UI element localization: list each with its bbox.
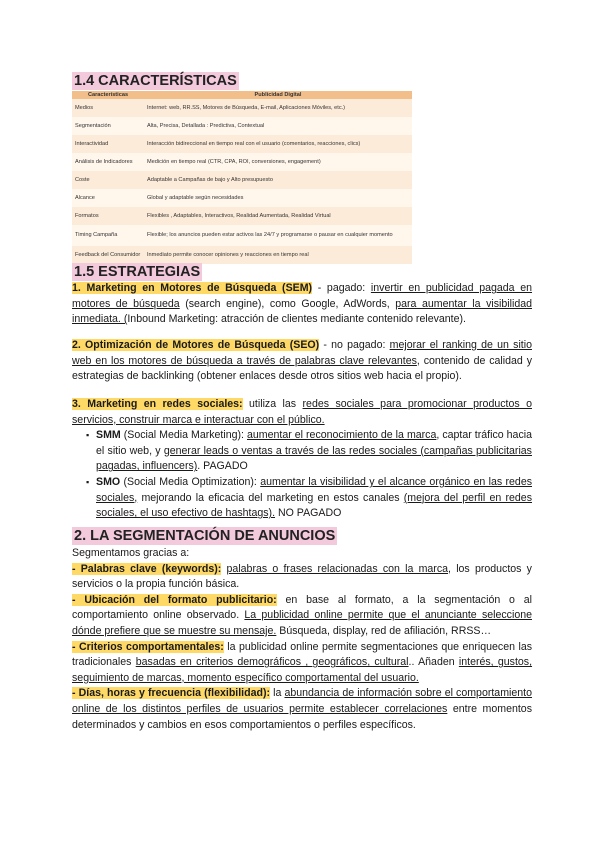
text-run: mejorando la eficacia del marketing en estos canales	[137, 491, 404, 504]
intro-text: Segmentamos gracias a:	[72, 547, 190, 559]
table-cell-label: Alcance	[72, 189, 144, 207]
table-cell-label: Coste	[72, 171, 144, 189]
table-cell-value: Global y adaptable según necesidades	[144, 189, 412, 207]
highlight-term: 2. Optimización de Motores de Búsqueda (SEO)	[72, 339, 320, 351]
table-row	[72, 99, 412, 117]
highlight-term: - Ubicación del formato publicitario:	[72, 593, 277, 606]
table-row	[72, 189, 412, 207]
table-row	[72, 135, 412, 153]
bullet-list	[84, 428, 532, 522]
segment-item-criterios	[72, 640, 532, 687]
underlined-text: generar leads o ventas a través de las redes sociales (campañas publicitarias pagadas, influencers)	[96, 444, 532, 473]
text-run: - pagado:	[312, 282, 371, 294]
highlight-term: 3. Marketing en redes sociales:	[72, 398, 243, 410]
text-run: , los productos y servicios o la propia función básica.	[72, 562, 532, 591]
highlight-term: - Palabras clave (keywords):	[72, 562, 222, 575]
table-cell-label: Análisis de Indicadores	[72, 153, 144, 171]
table-header-cell: Características	[72, 91, 144, 99]
bold-term: SMM	[96, 429, 121, 442]
table-row	[72, 225, 412, 246]
paragraph-seo	[72, 338, 532, 385]
text-run: Búsqueda, display, red de afiliación, RRSS…	[276, 624, 492, 637]
text-run: .. Añaden	[408, 656, 459, 669]
paragraph-social-media	[72, 397, 532, 522]
table-cell-label: Formatos	[72, 207, 144, 225]
text-run: NO PAGADO	[275, 507, 342, 520]
underlined-text: para aumentar la visibilidad inmediata. (	[72, 297, 532, 326]
underlined-text: invertir en publicidad pagada en motores de búsqueda	[72, 282, 533, 310]
table-row	[72, 171, 412, 189]
section-heading-estrategias: 1.5 ESTRATEGIAS	[74, 264, 201, 280]
table-cell-value: Internet: web, RR.SS, Motores de Búsqueda, E-mail, Aplicaciones Móviles, etc.)	[144, 99, 412, 117]
segment-item-dias-horas	[72, 686, 532, 733]
underlined-text: basadas en criterios demográficos , geográficos, cultural	[135, 656, 409, 669]
section-heading-caracteristicas: 1.4 CARACTERÍSTICAS	[74, 73, 237, 89]
table-cell-value: Inmediato permite conocer opiniones y reacciones en tiempo real	[144, 246, 412, 264]
underlined-text: (mejora del perfil en redes sociales, el uso efectivo de hashtags).	[96, 491, 532, 520]
underlined-text: abundancia de información sobre el comportamiento online de los distintos perfiles de usuarios permite establecer correlaciones	[72, 687, 533, 715]
list-item-smm	[84, 428, 532, 475]
table-header-cell: Publicidad Digital	[144, 91, 412, 99]
segment-item-ubicacion	[72, 593, 532, 640]
characteristics-table	[72, 91, 412, 264]
text-run: (Social Media Marketing):	[120, 429, 247, 442]
underlined-text: palabras o frases relacionadas con la marca	[226, 562, 449, 575]
table-cell-label: Segmentación	[72, 117, 144, 135]
text-run: en base al formato, a la segmentación o al comportamiento online observado.	[72, 593, 532, 622]
text-run: entre momentos determinados y cambios en esos comportamientos o perfiles específicos.	[72, 702, 532, 731]
underlined-text: aumentar el reconocimiento de la marca	[247, 429, 437, 442]
table-cell-value: Flexible; los anuncios pueden estar activos las 24/7 y programarse o pausar en cualquier momento	[144, 225, 412, 246]
underlined-text: La publicidad online permite que el anunciante seleccione dónde prefiere que se muestre su mensaje.	[72, 609, 532, 637]
bold-term: SMO	[96, 475, 121, 488]
text-run: Inbound Marketing: atracción de clientes mediante contenido relevante).	[127, 313, 466, 326]
text-run: (search engine), como Google, AdWords,	[179, 297, 396, 310]
table-cell-label: Timing Campaña	[72, 225, 144, 246]
text-run: - no pagado:	[319, 339, 390, 351]
paragraph-sem	[72, 281, 532, 328]
table-cell-label: Feedback del Consumidor	[72, 246, 144, 264]
highlight-term: - Días, horas y frecuencia (flexibilidad):	[72, 687, 271, 700]
table-row	[72, 207, 412, 225]
underlined-text: interés, gustos, seguimiento de marcas, momento específico comportamental del usuario.	[72, 656, 533, 684]
text-run: utiliza las	[242, 398, 303, 410]
table-cell-value: Interacción bidireccional en tiempo real con el usuario (comentarios, reacciones, clics)	[144, 135, 412, 153]
text-run: . PAGADO	[197, 460, 248, 473]
segmentation-body	[72, 546, 532, 733]
table-cell-label: Medios	[72, 99, 144, 117]
text-run: la	[270, 687, 285, 700]
segment-item-keywords	[72, 562, 532, 593]
table-cell-value: Alta, Precisa, Detallada : Predictiva, Contextual	[144, 117, 412, 135]
highlight-term: 1. Marketing en Motores de Búsqueda (SEM)	[72, 282, 313, 294]
table-cell-value: Flexibles , Adaptables, Interactivos, Realidad Aumentada, Realidad Virtual	[144, 207, 412, 225]
table-cell-value: Medición en tiempo real (CTR, CPA, ROI, conversiones, engagement)	[144, 153, 412, 171]
underlined-text: redes sociales para promocionar productos o servicios, construir marca e interactuar con el público.	[72, 398, 532, 426]
table-row	[72, 117, 412, 135]
table-header-row	[72, 91, 412, 99]
highlight-term: - Criterios comportamentales:	[72, 640, 224, 653]
underlined-text: aumentar la visibilidad y el alcance orgánico en las redes sociales,	[96, 475, 533, 504]
list-item-smo	[84, 475, 532, 522]
text-run: la publicidad online permite segmentaciones que enriquecen las tradicionales	[72, 640, 533, 669]
text-run: , captar tráfico hacia el sitio web, y	[96, 429, 532, 457]
underlined-text: mejorar el ranking de un sitio web en los motores de búsqueda a través de palabras clave relevantes	[72, 339, 532, 367]
text-run: (Social Media Optimization):	[120, 475, 261, 488]
table-cell-label: Interactividad	[72, 135, 144, 153]
table-row	[72, 246, 412, 264]
section-heading-segmentacion: 2. LA SEGMENTACIÓN DE ANUNCIOS	[74, 528, 336, 544]
text-run: , contenido de calidad y estrategias de backlinking (obtener enlaces desde otros sitios web hacia el propio).	[72, 354, 533, 383]
table-row	[72, 153, 412, 171]
table-cell-value: Adaptable a Campañas de bajo y Alto presupuesto	[144, 171, 412, 189]
